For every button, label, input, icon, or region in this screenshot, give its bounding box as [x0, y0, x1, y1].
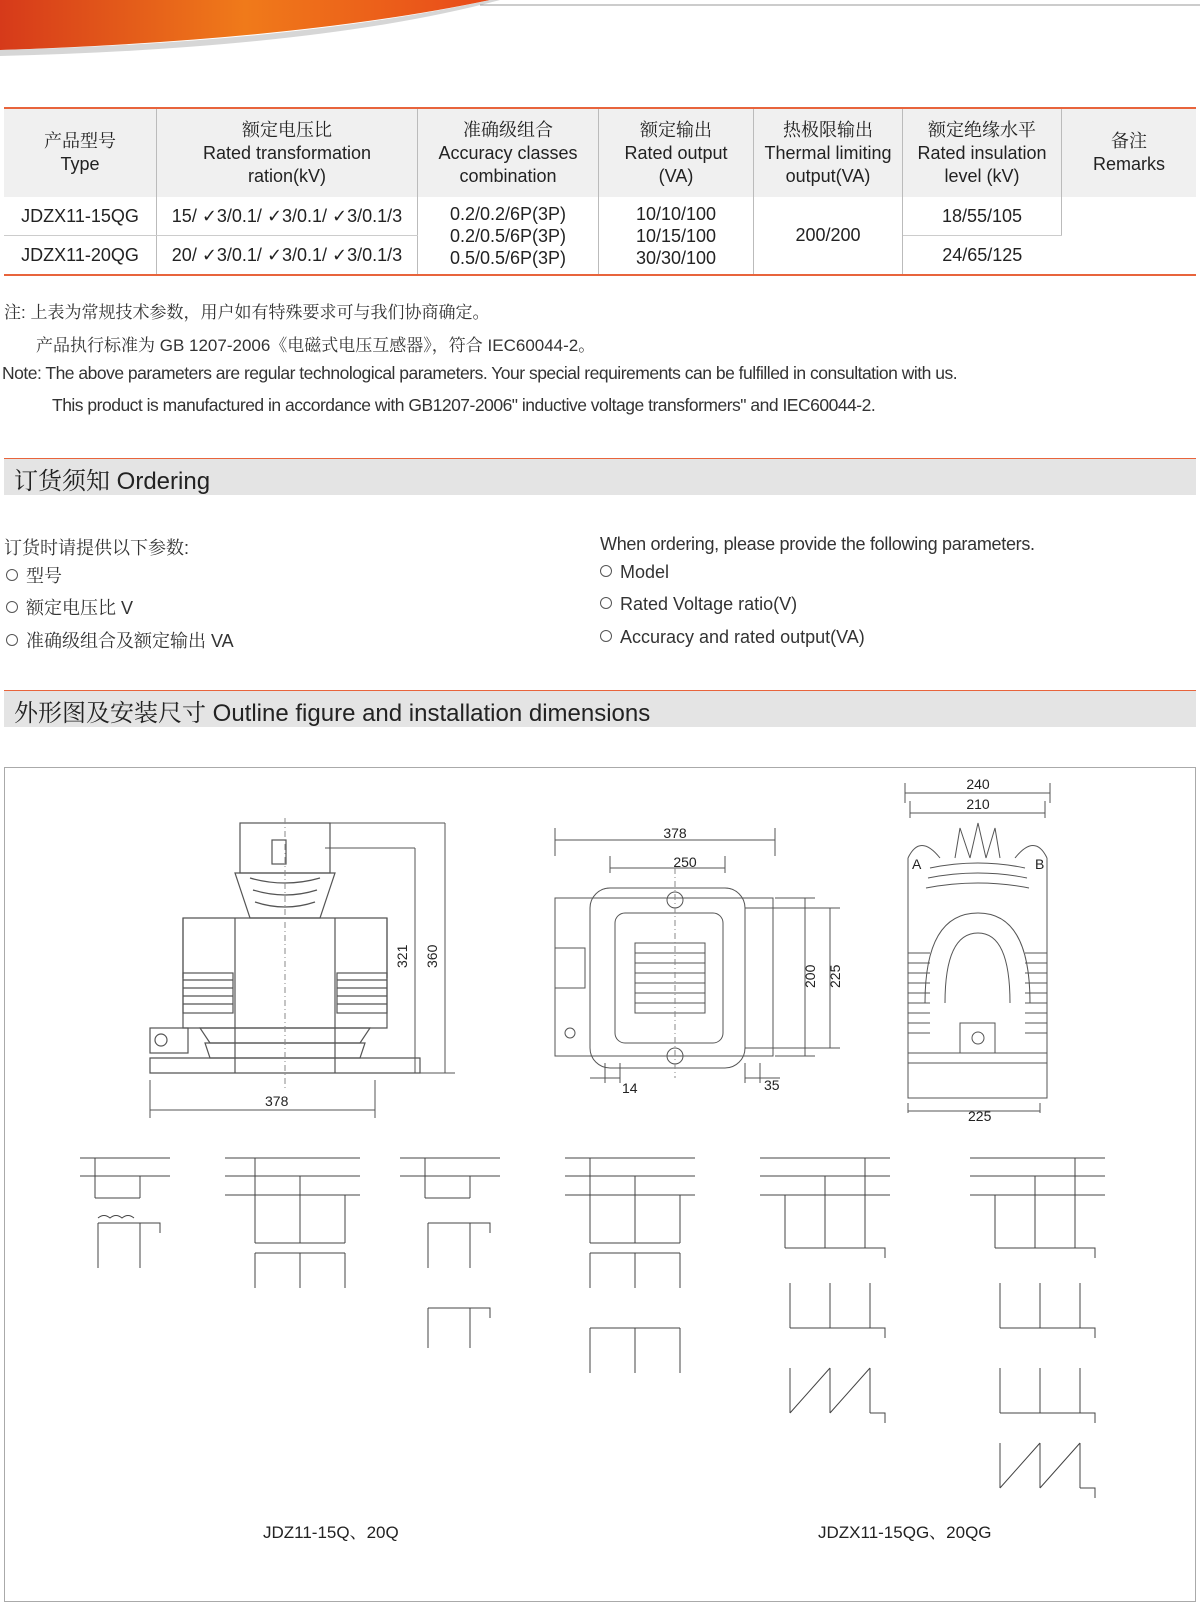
- dim-top-h1: 200: [802, 964, 818, 988]
- front-view-drawing: [145, 818, 465, 1138]
- header-banner: [0, 0, 1200, 60]
- wiring-diagrams: [60, 1143, 1150, 1523]
- dim-side-w1: 240: [966, 776, 990, 792]
- dim-top-d1: 14: [622, 1080, 638, 1096]
- header-type: 产品型号 Type: [4, 108, 157, 197]
- bullet-icon: [600, 565, 612, 577]
- bullet-icon: [600, 630, 612, 642]
- dim-top-h2: 225: [827, 964, 843, 988]
- header-accuracy: 准确级组合 Accuracy classes combination: [418, 108, 599, 197]
- bullet-icon: [600, 597, 612, 609]
- dim-top-w2: 250: [673, 854, 697, 870]
- ordering-cn-item: 额定电压比 V: [6, 594, 133, 620]
- bullet-icon: [6, 634, 18, 646]
- ordering-en-intro: When ordering, please provide the following parameters.: [600, 534, 1035, 554]
- label-side-b: B: [1035, 856, 1045, 872]
- header-output: 额定输出 Rated output (VA): [599, 108, 754, 197]
- cell-insulation-2: 24/65/125: [942, 244, 1023, 265]
- ordering-en-item: Rated Voltage ratio(V): [600, 594, 797, 615]
- ordering-cn-item: 准确级组合及额定输出 VA: [6, 627, 234, 653]
- side-view-drawing: [900, 773, 1060, 1113]
- dim-front-h1: 321: [394, 944, 410, 968]
- bullet-icon: [6, 569, 18, 581]
- header-ratio: 额定电压比 Rated transformation ration(kV): [157, 108, 418, 197]
- header-insulation: 额定绝缘水平 Rated insulation level (kV): [903, 108, 1062, 197]
- bullet-icon: [6, 601, 18, 613]
- ordering-cn-intro: 订货时请提供以下参数:: [4, 538, 189, 558]
- header-thermal: 热极限输出 Thermal limiting output(VA): [754, 108, 903, 197]
- cell-type-2: JDZX11-20QG: [4, 236, 157, 276]
- note-cn-2: 产品执行标准为 GB 1207-2006《电磁式电压互感器》，符合 IEC60044-2。: [36, 336, 596, 355]
- ordering-section-header: [4, 458, 1196, 495]
- cell-ratio-2: 20/ ✓3/0.1/ ✓3/0.1/ ✓3/0.1/3: [157, 236, 418, 276]
- ordering-en-item: Accuracy and rated output(VA): [600, 627, 865, 648]
- note-en-1: Note: The above parameters are regular technological parameters. Your special requirements can be fulfilled in consultation with us.: [2, 363, 958, 383]
- header-remarks: 备注 Remarks: [1062, 108, 1197, 197]
- cell-remarks: [1062, 197, 1197, 275]
- dim-side-w2: 210: [966, 796, 990, 812]
- dim-top-d2: 35: [764, 1077, 780, 1093]
- dim-side-w3: 225: [968, 1108, 992, 1124]
- dim-top-w1: 378: [663, 828, 687, 841]
- cell-accuracy: 0.2/0.2/6P(3P) 0.2/0.5/6P(3P) 0.5/0.5/6P(3P): [418, 197, 599, 275]
- spec-table: [4, 107, 1196, 276]
- note-cn-1: 注: 上表为常规技术参数，用户如有特殊要求可与我们协商确定。: [4, 303, 490, 322]
- ordering-en-item: Model: [600, 562, 669, 583]
- cell-output: 10/10/100 10/15/100 30/30/100: [599, 197, 754, 275]
- cell-ratio-1: 15/ ✓3/0.1/ ✓3/0.1/ ✓3/0.1/3: [157, 197, 418, 236]
- note-en-2: This product is manufactured in accordance with GB1207-2006" inductive voltage transformers" and IEC60044-2.: [52, 395, 876, 415]
- ordering-title: 订货须知 Ordering: [14, 468, 211, 495]
- caption-left: JDZ11-15Q、20Q: [263, 1523, 399, 1542]
- dim-front-width: 378: [265, 1093, 289, 1109]
- dim-front-h2: 360: [424, 944, 440, 968]
- top-view-drawing: [550, 828, 850, 1128]
- outline-title: 外形图及安装尺寸 Outline figure and installation dimensions: [14, 700, 651, 727]
- cell-thermal: 200/200: [754, 197, 903, 275]
- caption-right: JDZX11-15QG、20QG: [818, 1523, 992, 1542]
- label-side-a: A: [912, 856, 922, 872]
- cell-type-1: JDZX11-15QG: [4, 197, 157, 236]
- ordering-cn-item: 型号: [6, 562, 62, 588]
- outline-section-header: [4, 690, 1196, 727]
- cell-insulation-1: 18/55/105: [903, 197, 1062, 236]
- outline-figure-box: [4, 767, 1196, 1602]
